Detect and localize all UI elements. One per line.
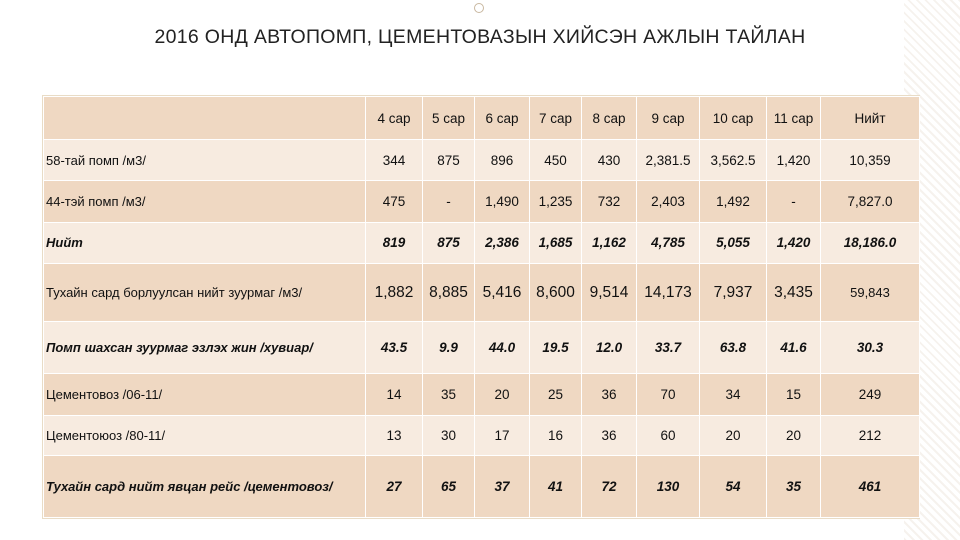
table-cell: 896 xyxy=(475,140,530,181)
table-cell: 72 xyxy=(582,456,637,518)
row-label: Цементовоз /06-11/ xyxy=(44,373,366,415)
table-cell: 1,235 xyxy=(530,180,582,222)
table-cell: 60 xyxy=(637,415,700,456)
table-cell: 20 xyxy=(767,415,821,456)
table-row xyxy=(44,322,920,373)
table-cell: 9.9 xyxy=(423,322,475,373)
table-cell: 59,843 xyxy=(821,263,920,321)
table-cell: 2,386 xyxy=(475,222,530,263)
table-cell: 20 xyxy=(700,415,767,456)
table-cell: 36 xyxy=(582,415,637,456)
table-cell: 30 xyxy=(423,415,475,456)
table-row xyxy=(44,180,920,222)
table-cell: - xyxy=(423,180,475,222)
table-cell: 1,490 xyxy=(475,180,530,222)
table-cell: 13 xyxy=(366,415,423,456)
table-cell: 2,403 xyxy=(637,180,700,222)
header-cell: 4 сар xyxy=(366,97,423,140)
table-cell: 35 xyxy=(423,373,475,415)
table-cell: 20 xyxy=(475,373,530,415)
table-cell: 344 xyxy=(366,140,423,181)
table-cell: - xyxy=(767,180,821,222)
table-cell: 819 xyxy=(366,222,423,263)
header-cell: 10 сар xyxy=(700,97,767,140)
table-cell: 461 xyxy=(821,456,920,518)
table-cell: 15 xyxy=(767,373,821,415)
table-cell: 35 xyxy=(767,456,821,518)
table-cell: 875 xyxy=(423,222,475,263)
table-cell: 1,420 xyxy=(767,222,821,263)
table-cell: 30.3 xyxy=(821,322,920,373)
table-cell: 16 xyxy=(530,415,582,456)
header-cell: Нийт xyxy=(821,97,920,140)
table-cell: 9,514 xyxy=(582,263,637,321)
table-cell: 450 xyxy=(530,140,582,181)
table-cell: 1,685 xyxy=(530,222,582,263)
row-label: Нийт xyxy=(44,222,366,263)
table-cell: 1,420 xyxy=(767,140,821,181)
table-cell: 14,173 xyxy=(637,263,700,321)
table-cell: 70 xyxy=(637,373,700,415)
table-cell: 36 xyxy=(582,373,637,415)
table-cell: 1,162 xyxy=(582,222,637,263)
table-row xyxy=(44,263,920,321)
table-cell: 18,186.0 xyxy=(821,222,920,263)
table-cell: 2,381.5 xyxy=(637,140,700,181)
row-label: Тухайн сард нийт явцан рейс /цементовоз/ xyxy=(44,456,366,518)
table-cell: 4,785 xyxy=(637,222,700,263)
table-cell: 875 xyxy=(423,140,475,181)
row-label: Помп шахсан зуурмаг эзлэх жин /хувиар/ xyxy=(44,322,366,373)
table-cell: 63.8 xyxy=(700,322,767,373)
table-row xyxy=(44,222,920,263)
decorative-circle xyxy=(474,3,484,13)
table-cell: 3,435 xyxy=(767,263,821,321)
report-table xyxy=(43,96,920,518)
page-title: 2016 ОНД АВТОПОМП, ЦЕМЕНТОВАЗЫН ХИЙСЭН АЖЛЫН ТАЙЛАН xyxy=(154,26,806,48)
table-cell: 7,937 xyxy=(700,263,767,321)
table-row xyxy=(44,373,920,415)
row-label: Цементоюоз /80-11/ xyxy=(44,415,366,456)
table-row xyxy=(44,140,920,181)
table-cell: 475 xyxy=(366,180,423,222)
table-cell: 1,492 xyxy=(700,180,767,222)
table-cell: 25 xyxy=(530,373,582,415)
table-cell: 44.0 xyxy=(475,322,530,373)
table-cell: 8,885 xyxy=(423,263,475,321)
table-cell: 43.5 xyxy=(366,322,423,373)
table-cell: 19.5 xyxy=(530,322,582,373)
table-cell: 37 xyxy=(475,456,530,518)
header-cell: 7 сар xyxy=(530,97,582,140)
table-cell: 65 xyxy=(423,456,475,518)
table-cell: 14 xyxy=(366,373,423,415)
table-cell: 34 xyxy=(700,373,767,415)
table-cell: 430 xyxy=(582,140,637,181)
table-header-row xyxy=(44,97,920,140)
table-cell: 41 xyxy=(530,456,582,518)
table-cell: 5,055 xyxy=(700,222,767,263)
header-cell: 11 сар xyxy=(767,97,821,140)
table-cell: 33.7 xyxy=(637,322,700,373)
table-cell: 3,562.5 xyxy=(700,140,767,181)
header-cell: 6 сар xyxy=(475,97,530,140)
table-cell: 10,359 xyxy=(821,140,920,181)
row-label: 58-тай помп /м3/ xyxy=(44,140,366,181)
table-row xyxy=(44,456,920,518)
table-cell: 1,882 xyxy=(366,263,423,321)
table-cell: 12.0 xyxy=(582,322,637,373)
table-cell: 212 xyxy=(821,415,920,456)
row-label: Тухайн сард борлуулсан нийт зуурмаг /м3/ xyxy=(44,263,366,321)
table-cell: 8,600 xyxy=(530,263,582,321)
header-cell: 8 сар xyxy=(582,97,637,140)
table-cell: 5,416 xyxy=(475,263,530,321)
report-table-container xyxy=(42,95,920,519)
table-cell: 130 xyxy=(637,456,700,518)
header-cell: 5 сар xyxy=(423,97,475,140)
table-cell: 27 xyxy=(366,456,423,518)
header-cell-empty xyxy=(44,97,366,140)
table-row xyxy=(44,415,920,456)
table-cell: 732 xyxy=(582,180,637,222)
table-cell: 54 xyxy=(700,456,767,518)
table-cell: 249 xyxy=(821,373,920,415)
table-cell: 41.6 xyxy=(767,322,821,373)
table-cell: 7,827.0 xyxy=(821,180,920,222)
table-cell: 17 xyxy=(475,415,530,456)
header-cell: 9 сар xyxy=(637,97,700,140)
row-label: 44-тэй помп /м3/ xyxy=(44,180,366,222)
